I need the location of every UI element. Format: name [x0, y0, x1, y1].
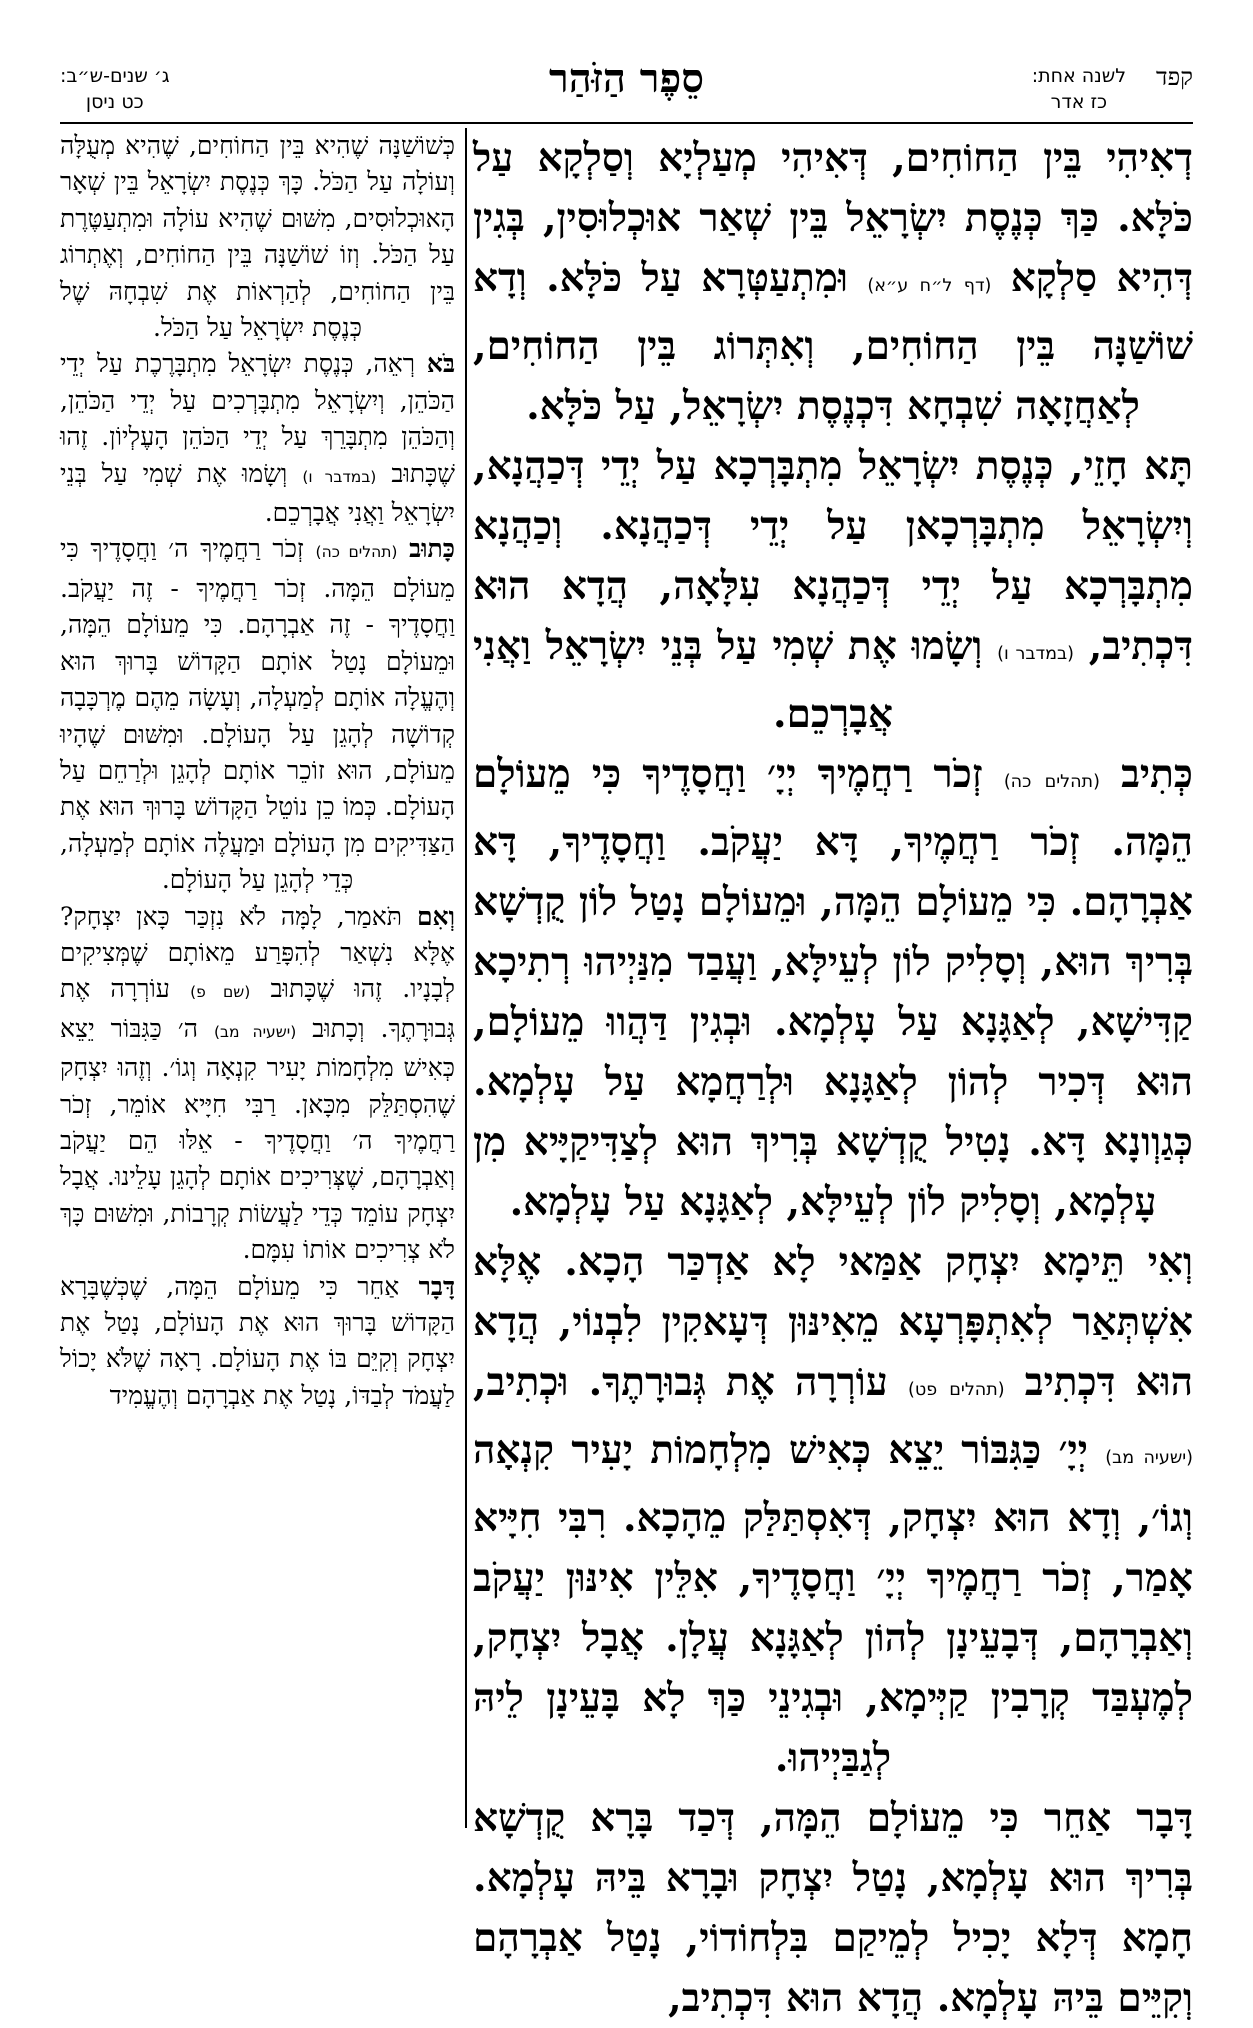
side-paragraph [60, 899, 455, 1269]
side-paragraph [60, 128, 455, 346]
paragraph-text: תֹּאמַר, לָמָּה לֹא נִזְכַּר כָּאן יִצְחָק? אֶלָּא נִשְׁאַר לְהִפָּרַע מֵאוֹתָם שֶׁמְּצִיקִים לְבָנָיו. זֶהוּ שֶׁכָּתוּב [60, 901, 455, 1004]
verse-reference: (במדבר ו) [302, 467, 377, 486]
paragraph-text: דְאִיהִי בֵּין הַחוֹחִים, דְּאִיהִי מְעַלְיָא וְסַלְקָא עַל כֹּלָּא. כַּךְ כְּנֶסֶת יִשְׂרָאֵל בֵּין שְׁאַר אוּכְלוּסִין, בְּגִין דְּהִיא סַלְקָא [473, 135, 1193, 301]
schedule-date: כט ניסן [85, 91, 144, 113]
side-paragraph [60, 346, 455, 531]
opening-word: תָּא [1144, 443, 1193, 489]
paragraph-text: ה׳ כַּגִּבּוֹר יֵצֵא כְּאִישׁ מִלְחָמוֹת יָעִיר קִנְאָה וְגוֹ׳. וְזֶהוּ יִצְחָק שֶׁהִסְתַּלֵּק מִכָּאן. רַבִּי חִיָּיא אוֹמֵר, זְכֹר רַחֲמֶיךָ ה׳ וַחֲסָדֶיךָ - אֵלּוּ הֵם יַעֲקֹב וְאַבְרָהָם, שֶׁצְּרִיכִים אוֹתָם לְהָגֵן עָלֵינוּ. אֲבָל יִצְחָק עוֹמֵד כְּדֵי לַעֲשׂוֹת קְרָבוֹת, וּמִשּׁוּם כָּךְ לֹא צְרִיכִים אוֹתוֹ עִמָּם. [60, 1013, 455, 1265]
paragraph-text: כְּשׁוֹשַׁנָּה שֶׁהִיא בֵּין הַחוֹחִים, שֶׁהִיא מְעֻלָּה וְעוֹלָה עַל הַכֹּל. כָּךְ כְּנֶסֶת יִשְׂרָאֵל בֵּין שְׁאָר הָאוּכְלוּסִים, מִשּׁוּם שֶׁהִיא עוֹלָה וּמִתְעַטֶּרֶת עַל הַכֹּל. וְזוֹ שׁוֹשַׁנָּה בֵּין הַחוֹחִים, וְאֶתְרוֹג בֵּין הַחוֹחִים, לְהַרְאוֹת אֶת שִׁבְחָהּ שֶׁל כְּנֶסֶת יִשְׂרָאֵל עַל הַכֹּל. [60, 131, 455, 343]
verse-reference: (תהלים כה) [1003, 772, 1100, 792]
main-paragraph [473, 128, 1193, 436]
opening-word: דָּבָר [418, 1271, 455, 1301]
verse-reference: (תהלים פט) [907, 1380, 1005, 1400]
verse-reference: (ישעיה מב) [213, 1022, 297, 1041]
paragraph-text: זְכֹר רַחֲמֶיךָ יְיָ׳ וַחֲסָדֶיךָ כִּי מֵעוֹלָם הֵמָּה. זְכֹר רַחֲמֶיךָ, דָּא יַעֲקֹב. וַחֲסָדֶיךָ, דָּא אַבְרָהָם. כִּי מֵעוֹלָם הֵמָּה, וּמֵעוֹלָם נָטַל לוֹן קֻדְשָׁא בְּרִיךְ הוּא, וְסָלִיק לוֹן לְעֵילָּא, וַעֲבַד מִנַּיְיהוּ רְתִיכָא קַדִּישָׁא, לְאַגָּנָא עַל עָלְמָא. וּבְגִין דַּהֲווּ מֵעוֹלָם, הוּא דְּכִיר לְהוֹן לְאַגָּנָא וּלְרַחֲמָא עַל עָלְמָא. כְּגַוְונָא דָּא. נָטִיל קֻדְשָׁא בְּרִיךְ הוּא לְצַדִּיקַיָּיא מִן עָלְמָא, וְסָלִיק לוֹן לְעֵילָּא, לְאַגָּנָא עַל עָלְמָא. [473, 751, 1194, 1225]
paragraph-text: עוֹרְרָה אֶת גְּבוּרָתֶךָ. וְכָתוּב [60, 974, 455, 1043]
opening-word: דָּבָר [1136, 1795, 1193, 1841]
header-rule [60, 122, 1193, 124]
paragraph-text: אַחֵר כִּי מֵעוֹלָם הֵמָּה, דְּכַד בָּרָא קֻדְשָׁא בְּרִיךְ הוּא עָלְמָא, נָטַל יִצְחָק וּבָרָא בֵּיהּ עָלְמָא. חָמָא דְּלָא יָכִיל לְמֵיקַם בִּלְחוֹדוֹי, נָטַל אַבְרָהָם וְקִיֵּים בֵּיהּ עָלְמָא. הֲדָא הוּא דִּכְתִיב, [473, 1795, 1193, 2021]
aramaic-column [473, 128, 1194, 2021]
page-number: קפד [1156, 63, 1193, 91]
study-schedule-three-years [60, 63, 170, 115]
page-reference: (דף ל״ח ע״א) [867, 276, 992, 296]
paragraph-text: רְאֵה, כְּנֶסֶת יִשְׂרָאֵל מִתְבָּרֶכֶת עַל יְדֵי הַכֹּהֵן, וְיִשְׂרָאֵל מִתְבָּרְכִים עַל יְדֵי הַכֹּהֵן, וְהַכֹּהֵן מִתְבָּרֵךְ עַל יְדֵי הַכֹּהֵן הָעֶלְיוֹן. זֶהוּ שֶׁכָּתוּב [60, 349, 456, 488]
side-paragraph [60, 1269, 455, 1415]
paragraph-text: יְיָ׳ כַּגִּבּוֹר יֵצֵא כְּאִישׁ מִלְחָמוֹת יָעִיר קִנְאָה וְגוֹ׳, וְדָא הוּא יִצְחָק, דְּאִסְתַּלַּק מֵהָכָא. רִבִּי חִיָּיא אָמַר, זְכֹר רַחֲמֶיךָ יְיָ׳ וַחֲסָדֶיךָ, אִלֵּין אִינּוּן יַעֲקֹב וְאַבְרָהָם, דְּבָעֵינָן לְהוֹן לְאַגָּנָא עֲלָן. אֲבָל יִצְחָק, לְמֶעְבַּד קְרָבִין קַיְּימָא, וּבְגִינֵי כַּךְ לָא בָּעֵינָן לֵיהּ לְגַבַּיְיהוּ. [473, 1427, 1193, 1781]
page-header [60, 55, 1193, 125]
opening-word: בֹּא [426, 349, 455, 379]
opening-word: כָּתוּב [409, 534, 456, 564]
paragraph-text: זְכֹר רַחֲמֶיךָ ה׳ וַחֲסָדֶיךָ כִּי מֵעוֹלָם הֵמָּה. זְכֹר רַחֲמֶיךָ - זֶה יַעֲקֹב. וַחֲסָדֶיךָ - זֶה אַבְרָהָם. כִּי מֵעוֹלָם הֵמָּה, וּמֵעוֹלָם נָטַל אוֹתָם הַקָּדוֹשׁ בָּרוּךְ הוּא וְהֶעֱלָה אוֹתָם לְמַעְלָה, וְעָשָׂה מֵהֶם מֶרְכָּבָה קְדוֹשָׁה לְהָגֵן עַל הָעוֹלָם. וּמִשּׁוּם שֶׁהָיוּ מֵעוֹלָם, הוּא זוֹכֵר אוֹתָם לְהָגֵן וּלְרַחֵם עַל הָעוֹלָם. כְּמוֹ כֵן נוֹטֵל הַקָּדוֹשׁ בָּרוּךְ הוּא אֶת הַצַּדִּיקִים מִן הָעוֹלָם וּמַעֲלֶה אוֹתָם לְמַעְלָה, כְּדֵי לְהָגֵן עַל הָעוֹלָם. [60, 534, 455, 895]
schedule-label: ג׳ שנים-ש״ב: [60, 65, 170, 87]
main-paragraph [473, 436, 1193, 744]
verse-reference: (במדבר ו) [997, 644, 1075, 664]
main-paragraph [473, 1232, 1193, 1788]
paragraph-text: וּמִתְעַטְּרָא עַל כֹּלָּא. וְדָא שׁוֹשַׁנָּה בֵּין הַחוֹחִים, וְאִתְּרוֹג בֵּין הַחוֹחִים, לְאַחֲזָאָה שִׁבְחָא דִּכְנֶסֶת יִשְׂרָאֵל, עַל כֹּלָּא. [473, 255, 1193, 429]
main-paragraph [473, 744, 1193, 1232]
paragraph-text: עוֹרְרָה אֶת גְּבוּרָתֶךָ. וּכְתִיב, [473, 1359, 888, 1405]
opening-word: וְאִי [1147, 1239, 1194, 1285]
hebrew-translation-column [60, 128, 455, 1828]
paragraph-text: תֵּימָא יִצְחָק אַמַּאי לָא אַדְכַּר הָכָא. אֶלָּא אִשְׁתְּאַר לְאִתְפָּרְעָא מֵאִינּוּן דְּעָאקִין לִבְנוֹי, הֲדָא הוּא דִּכְתִיב [473, 1239, 1194, 1405]
opening-word: כְּתִיב [1121, 751, 1193, 797]
schedule-label: לשנה אחת: [1031, 65, 1127, 87]
column-divider [465, 128, 467, 1828]
side-paragraph [60, 531, 455, 898]
verse-reference: (שם פ) [190, 983, 251, 1002]
book-title: סֵפֶר הַזֹּהַר [549, 55, 704, 102]
paragraph-text: וְשָׂמוּ אֶת שְׁמִי עַל בְּנֵי יִשְׂרָאֵל וַאֲנִי אֲבָרְכֵם. [60, 458, 455, 528]
paragraph-text: אַחֵר כִּי מֵעוֹלָם הֵמָּה, שֶׁכְּשֶׁבָּרָא הַקָּדוֹשׁ בָּרוּךְ הוּא אֶת הָעוֹלָם, נָטַל אֶת יִצְחָק וְקִיֵּם בּוֹ אֶת הָעוֹלָם. רָאָה שֶׁלֹּא יָכוֹל לַעֲמֹד לְבַדּוֹ, נָטַל אֶת אַבְרָהָם וְהֶעֱמִיד [60, 1271, 455, 1410]
paragraph-text: וְשָׂמוּ אֶת שְׁמִי עַל בְּנֵי יִשְׂרָאֵל וַאֲנִי אֲבָרְכֵם. [473, 623, 983, 737]
opening-word: וְאִם [416, 901, 455, 931]
schedule-date: כז אדר [1050, 91, 1108, 113]
verse-reference: (תהלים כה) [315, 543, 398, 562]
main-paragraph [473, 1788, 1193, 2028]
verse-reference: (ישעיה מב) [1105, 1448, 1194, 1468]
paragraph-text: חָזֵי, כְּנֶסֶת יִשְׂרָאֵל מִתְבָּרְכָא עַל יְדֵי דְּכַהֲנָא, וְיִשְׂרָאֵל מִתְבָּרְכָאן עַל יְדֵי דְּכַהֲנָא. וְכַהֲנָא מִתְבָּרְכָא עַל יְדֵי דְּכַהֲנָא עִלָּאָה, הֲדָא הוּא דִּכְתִיב, [473, 443, 1193, 669]
